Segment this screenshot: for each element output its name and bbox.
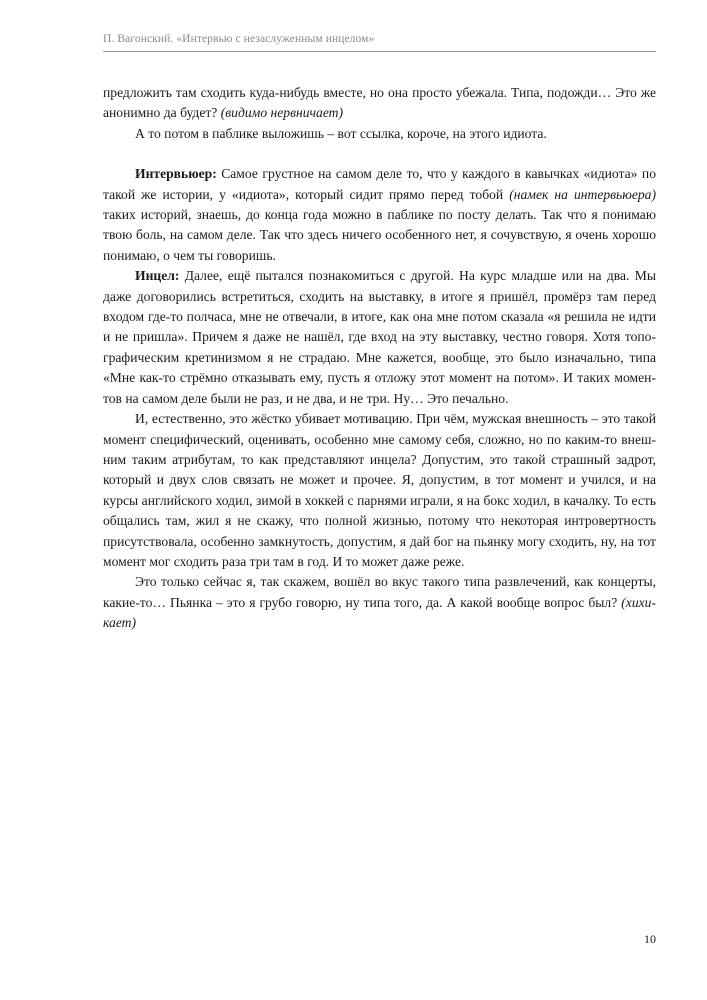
speaker-label-interviewer: Интервьюер: bbox=[135, 166, 217, 182]
interview-body bbox=[103, 83, 656, 634]
stage-remark: (видимо нервничает) bbox=[220, 105, 344, 121]
text-run: И, естественно, это жёстко убивает мотивацию. При чём, мужская внешность – это такой момент специфический, оценивать, особенно мне самому себя, сложно, но по каким-то внешним таким атрибутам, то как представляют инцела? Допустим, это такой страшный задрот, который и двух слов связать не может и прочее. Я, допустим, в тот момент и учился, и на курсы английского ходил, зимой в хоккей с парнями играли, я на бокс ходил, в качалку. То есть общались там, жил я не скажу, что полной жизнью, потому что некоторая интровертность присутствовала, особенно замкнутость, допустим, я дай бог на пьянку могу сходить, ну, на тот момент мог сходить раза три там в год. И то может даже реже. bbox=[103, 411, 656, 569]
stage-remark: (хихикает) bbox=[103, 594, 656, 631]
paragraph bbox=[103, 572, 656, 633]
text-run: Далее, ещё пытался познакомиться с другой. На курс младше или на два. Мы даже договорились встретиться, сходить на выставку, в итоге я пришёл, промёрз там перед входом где-то полчаса, мне не отвечали, в итоге, как она мне потом сказала «я решила не идти и не пришла». Причем я даже не нашёл, где вход на эту выставку, честно говоря. Хотя топографическим кретинизмом я не страдаю. Мне кажется, вообще, это было изначально, типа «Мне как-то стрёмно отказывать ему, пусть я отложу этот момент на потом». И таких моментов на самом деле были не раз, и не два, и не три. Ну… Это печально. bbox=[103, 268, 656, 406]
text-run: таких историй, знаешь, до конца года можно в паблике по посту делать. Так что я понимаю твою боль, на самом деле. Так что здесь ничего особенного нет, я сочувствую, я очень хорошо понимаю, о чем ты говоришь. bbox=[103, 207, 656, 263]
speaker-label-incel: Инцел: bbox=[135, 268, 180, 284]
text-run: Самое грустное на самом деле то, что у каждого в кавычках «идиота» по такой же истории, у «идиота», который сидит прямо перед тобой bbox=[103, 166, 656, 202]
header-divider bbox=[103, 51, 656, 52]
stage-remark: (намек на интервьюера) bbox=[509, 186, 656, 202]
paragraph bbox=[103, 164, 656, 266]
running-header: П. Вагонский. «Интервью с незаслуженным инцелом» bbox=[103, 33, 375, 45]
paragraph bbox=[103, 83, 656, 124]
paragraph bbox=[103, 266, 656, 409]
text-run: предложить там сходить куда-нибудь вместе, но она просто убежала. Типа, подожди… Это же анонимно да будет? bbox=[103, 85, 656, 121]
paragraph bbox=[103, 409, 656, 572]
text-run: А то потом в паблике выложишь – вот ссылка, короче, на этого идиота. bbox=[135, 125, 547, 141]
page-number: 10 bbox=[644, 932, 656, 946]
text-run: Это только сейчас я, так скажем, вошёл во вкус такого типа развлечений, как концерты, какие-то… Пьянка – это я грубо говорю, ну типа того, да. А какой вообще вопрос был? bbox=[103, 574, 656, 610]
paragraph bbox=[103, 124, 656, 144]
